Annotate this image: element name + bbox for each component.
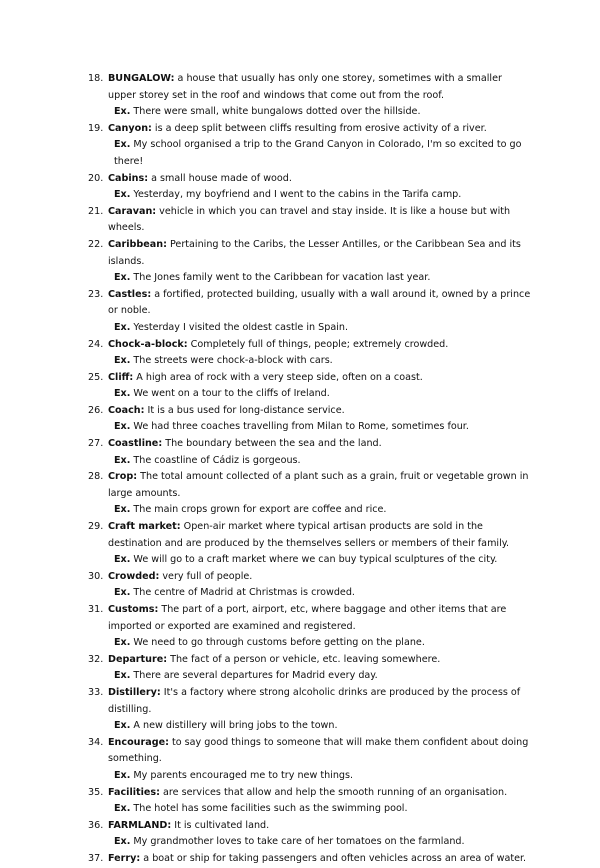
entry-definition: It's a factory where strong alcoholic drinks are produced by the process of distilling. bbox=[108, 686, 521, 715]
entry-term: Craft market: bbox=[108, 521, 181, 533]
entry-number: 31. bbox=[88, 604, 104, 615]
entry-definition: very full of people. bbox=[159, 570, 253, 582]
example-label: Ex. bbox=[114, 670, 131, 682]
entry-example bbox=[92, 635, 532, 652]
example-label: Ex. bbox=[114, 803, 131, 815]
glossary-entry bbox=[88, 785, 532, 802]
entry-number: 19. bbox=[88, 122, 104, 134]
entry-term: Distillery: bbox=[108, 686, 161, 698]
entry-term: Departure: bbox=[108, 653, 168, 665]
entry-term: Caravan: bbox=[108, 205, 157, 217]
glossary-entry bbox=[88, 569, 532, 586]
example-text: We will go to a craft market where we can buy typical sculptures of the city. bbox=[133, 554, 498, 566]
glossary-entry bbox=[88, 121, 532, 138]
entry-definition: The fact of a person or vehicle, etc. leaving somewhere. bbox=[167, 653, 441, 665]
entry-number: 24. bbox=[88, 338, 104, 350]
entry-term: Crop: bbox=[108, 471, 138, 483]
entry-term: Ferry: bbox=[108, 852, 141, 864]
glossary-entry bbox=[88, 337, 532, 354]
example-text: Yesterday, my boyfriend and I went to the cabins in the Tarifa camp. bbox=[133, 189, 462, 201]
example-text: The coastline of Cádiz is gorgeous. bbox=[133, 454, 301, 466]
entry-number: 34. bbox=[88, 736, 104, 748]
entry-number: 21. bbox=[88, 205, 104, 217]
entry-term: Customs: bbox=[108, 604, 159, 615]
example-text: We had three coaches travelling from Milan to Rome, sometimes four. bbox=[133, 421, 469, 433]
entry-example bbox=[92, 353, 532, 370]
entry-example bbox=[92, 768, 532, 785]
entry-definition: Open-air market where typical artisan products are sold in the destination and are produced by the themselves sellers or members of their family. bbox=[108, 521, 510, 549]
example-label: Ex. bbox=[114, 355, 131, 367]
glossary-entry bbox=[88, 652, 532, 669]
entry-number: 23. bbox=[88, 288, 104, 300]
entry-term: Encourage: bbox=[108, 736, 169, 748]
entry-number: 32. bbox=[88, 653, 104, 665]
entry-number: 22. bbox=[88, 238, 104, 250]
example-label: Ex. bbox=[114, 836, 131, 848]
example-text: There were small, white bungalows dotted over the hillside. bbox=[133, 106, 421, 118]
example-label: Ex. bbox=[114, 421, 131, 433]
example-label: Ex. bbox=[114, 637, 131, 649]
glossary-entry bbox=[88, 469, 532, 502]
glossary-entry bbox=[88, 204, 532, 237]
entry-number: 37. bbox=[88, 852, 104, 864]
example-text: The main crops grown for export are coffee and rice. bbox=[133, 504, 387, 516]
entry-number: 18. bbox=[88, 73, 104, 84]
glossary-entry bbox=[88, 171, 532, 188]
entry-definition: are services that allow and help the smooth running of an organisation. bbox=[159, 786, 508, 798]
example-text: My school organised a trip to the Grand Canyon in Colorado, I'm so excited to go there! bbox=[114, 139, 522, 167]
glossary-entry bbox=[88, 735, 532, 768]
example-text: The Jones family went to the Caribbean for vacation last year. bbox=[133, 272, 431, 284]
example-label: Ex. bbox=[114, 554, 131, 566]
entry-example bbox=[92, 137, 532, 170]
example-text: My parents encouraged me to try new things. bbox=[133, 769, 354, 781]
example-text: We went on a tour to the cliffs of Ireland. bbox=[133, 388, 330, 400]
entry-definition: a fortified, protected building, usually with a wall around it, owned by a prince or noble. bbox=[108, 288, 531, 317]
entry-example bbox=[92, 453, 532, 470]
entry-definition: The boundary between the sea and the land. bbox=[162, 438, 382, 450]
example-label: Ex. bbox=[114, 769, 131, 781]
entry-number: 36. bbox=[88, 819, 104, 831]
entry-example bbox=[92, 668, 532, 685]
entry-number: 29. bbox=[88, 521, 104, 533]
entry-definition: Completely full of things, people; extremely crowded. bbox=[187, 338, 449, 350]
entry-term: Coastline: bbox=[108, 438, 163, 450]
example-label: Ex. bbox=[114, 189, 131, 201]
entry-definition: A high area of rock with a very steep side, often on a coast. bbox=[133, 371, 423, 383]
example-label: Ex. bbox=[114, 321, 131, 333]
example-text: Yesterday I visited the oldest castle in Spain. bbox=[133, 321, 349, 333]
entry-example bbox=[92, 320, 532, 337]
entry-term: BUNGALOW: bbox=[108, 73, 175, 84]
example-label: Ex. bbox=[114, 106, 131, 118]
glossary-entry bbox=[88, 818, 532, 835]
example-text: We need to go through customs before getting on the plane. bbox=[133, 637, 425, 649]
example-text: The streets were chock-a-block with cars. bbox=[133, 355, 333, 367]
entry-definition: a small house made of wood. bbox=[148, 172, 292, 184]
example-text: There are several departures for Madrid every day. bbox=[133, 670, 378, 682]
entry-term: Chock-a-block: bbox=[108, 338, 188, 350]
entry-example bbox=[92, 187, 532, 204]
entry-definition: It is a bus used for long-distance service. bbox=[144, 404, 345, 416]
entry-example bbox=[92, 718, 532, 735]
entry-example bbox=[92, 585, 532, 602]
example-text: My grandmother loves to take care of her tomatoes on the farmland. bbox=[133, 836, 465, 848]
glossary-list bbox=[88, 71, 532, 868]
glossary-entry bbox=[88, 370, 532, 387]
entry-example bbox=[92, 419, 532, 436]
glossary-entry bbox=[88, 685, 532, 718]
entry-number: 28. bbox=[88, 471, 104, 483]
entry-example bbox=[92, 834, 532, 851]
entry-term: Caribbean: bbox=[108, 238, 167, 250]
entry-definition: vehicle in which you can travel and stay inside. It is like a house but with wheels. bbox=[108, 205, 511, 234]
entry-definition: a house that usually has only one storey, sometimes with a smaller upper storey set in the roof and windows that come out from the roof. bbox=[108, 73, 502, 101]
entry-term: Castles: bbox=[108, 288, 152, 300]
example-label: Ex. bbox=[114, 454, 131, 466]
entry-definition: to say good things to someone that will make them confident about doing something. bbox=[108, 736, 529, 765]
example-text: The hotel has some facilities such as the swimming pool. bbox=[133, 803, 408, 815]
glossary-entry bbox=[88, 519, 532, 552]
example-text: A new distillery will bring jobs to the town. bbox=[133, 720, 338, 732]
entry-example bbox=[92, 502, 532, 519]
entry-number: 26. bbox=[88, 404, 104, 416]
example-text: The centre of Madrid at Christmas is crowded. bbox=[133, 587, 355, 599]
entry-term: Facilities: bbox=[108, 786, 160, 798]
entry-definition: The part of a port, airport, etc, where baggage and other items that are imported or exported are examined and registered. bbox=[108, 604, 507, 632]
glossary-entry bbox=[88, 237, 532, 270]
entry-number: 35. bbox=[88, 786, 104, 798]
entry-definition: It is cultivated land. bbox=[171, 819, 270, 831]
entry-number: 27. bbox=[88, 438, 104, 450]
entry-number: 25. bbox=[88, 371, 104, 383]
glossary-entry bbox=[88, 602, 532, 635]
entry-definition: is a deep split between cliffs resulting from erosive activity of a river. bbox=[151, 122, 487, 134]
glossary-entry bbox=[88, 71, 532, 104]
entry-definition: The total amount collected of a plant such as a grain, fruit or vegetable grown in large amounts. bbox=[108, 471, 529, 499]
example-label: Ex. bbox=[114, 504, 131, 516]
entry-term: Canyon: bbox=[108, 122, 152, 134]
entry-term: Cliff: bbox=[108, 371, 134, 383]
entry-definition: a boat or ship for taking passengers and often vehicles across an area of water. bbox=[140, 852, 527, 864]
entry-number: 30. bbox=[88, 570, 104, 582]
example-label: Ex. bbox=[114, 720, 131, 732]
entry-term: Coach: bbox=[108, 404, 145, 416]
glossary-entry bbox=[88, 287, 532, 320]
example-label: Ex. bbox=[114, 388, 131, 400]
glossary-entry bbox=[88, 403, 532, 420]
entry-example bbox=[92, 104, 532, 121]
entry-term: FARMLAND: bbox=[108, 819, 172, 831]
glossary-entry bbox=[88, 851, 532, 868]
entry-number: 20. bbox=[88, 172, 104, 184]
entry-example bbox=[92, 801, 532, 818]
example-label: Ex. bbox=[114, 587, 131, 599]
entry-term: Crowded: bbox=[108, 570, 160, 582]
entry-term: Cabins: bbox=[108, 172, 149, 184]
example-label: Ex. bbox=[114, 139, 131, 151]
entry-example bbox=[92, 270, 532, 287]
glossary-entry bbox=[88, 436, 532, 453]
entry-example bbox=[92, 552, 532, 569]
entry-example bbox=[92, 386, 532, 403]
entry-definition: Pertaining to the Caribs, the Lesser Antilles, or the Caribbean Sea and its islands. bbox=[108, 238, 521, 267]
entry-number: 33. bbox=[88, 686, 104, 698]
example-label: Ex. bbox=[114, 272, 131, 284]
